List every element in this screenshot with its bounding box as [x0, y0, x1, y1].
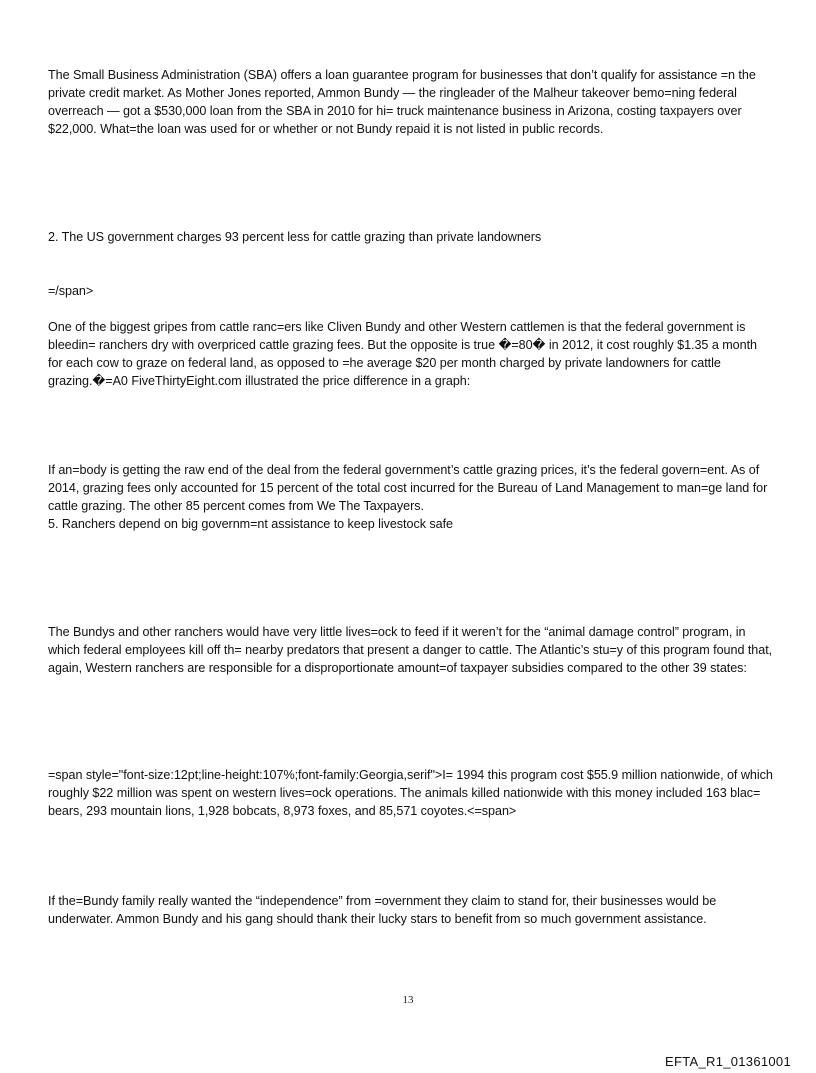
paragraph-federal-cost: If an=body is getting the raw end of the deal from the federal government’s cattle grazing prices, it’s the federal govern=ent. As of 2014, grazing fees only accounted for 15 percent of the total cost incurred for the Bureau of Land Management to man=ge land for cattle grazing. The other 85 percent comes from We The Taxpayers.	[48, 463, 768, 513]
paragraph-grazing-fees: One of the biggest gripes from cattle ranc=ers like Cliven Bundy and other Western cattlemen is that the federal government is bleedin= ranchers dry with overpriced cattle grazing fees. But the opposite is true �=80� in 2012, it cost roughly $1.35 a month for each cow to graze on federal land, as opposed to =he average $20 per month charged by private landowners for cattle grazing.�=A0 FiveThirtyEight.com illustrated the price difference in a graph:	[48, 320, 757, 388]
heading-item-5-livestock-assistance: 5. Ranchers depend on big governm=nt assistance to keep livestock safe	[48, 517, 453, 531]
paragraph-sba-loan: The Small Business Administration (SBA) offers a loan guarantee program for businesses that don’t qualify for assistance =n the private credit market. As Mother Jones reported, Ammon Bundy — the ringleader of the Malheur takeover bemo=ning federal overreach — got a $530,000 loan from the SBA in 2010 for hi= truck maintenance business in Arizona, costing taxpayers over $22,000. What=the loan was used for or whether or not Bundy repaid it is not listed in public records.	[48, 68, 756, 136]
paragraph-1994-program-cost: =span style="font-size:12pt;line-height:107%;font-family:Georgia,serif">I= 1994 this program cost $55.9 million nationwide, of which roughly $22 million was spent on western lives=ock operations. The animals killed nationwide with this money included 163 blac= bears, 293 mountain lions, 1,928 bobcats, 8,973 foxes, and 85,571 coyotes.<=span>	[48, 768, 773, 818]
document-id: EFTA_R1_01361001	[665, 1054, 791, 1069]
page-number: 13	[402, 994, 414, 1006]
paragraph-animal-damage-control: The Bundys and other ranchers would have very little lives=ock to feed if it weren’t for the “animal damage control” program, in which federal employees kill off th= nearby predators that present a danger to cattle. The Atlantic’s stu=y of this program found that, again, Western ranchers are responsible for a disproportionate amount=of taxpayer subsidies compared to the other 39 states:	[48, 625, 773, 675]
heading-item-2-grazing-charges: 2. The US government charges 93 percent less for cattle grazing than private landowners	[48, 230, 542, 244]
paragraph-independence: If the=Bundy family really wanted the “independence” from =overnment they claim to stand for, their businesses would be underwater. Ammon Bundy and his gang should thank their lucky stars to benefit from so much government assistance.	[48, 894, 717, 926]
stray-span-text: =/span>	[48, 284, 94, 298]
